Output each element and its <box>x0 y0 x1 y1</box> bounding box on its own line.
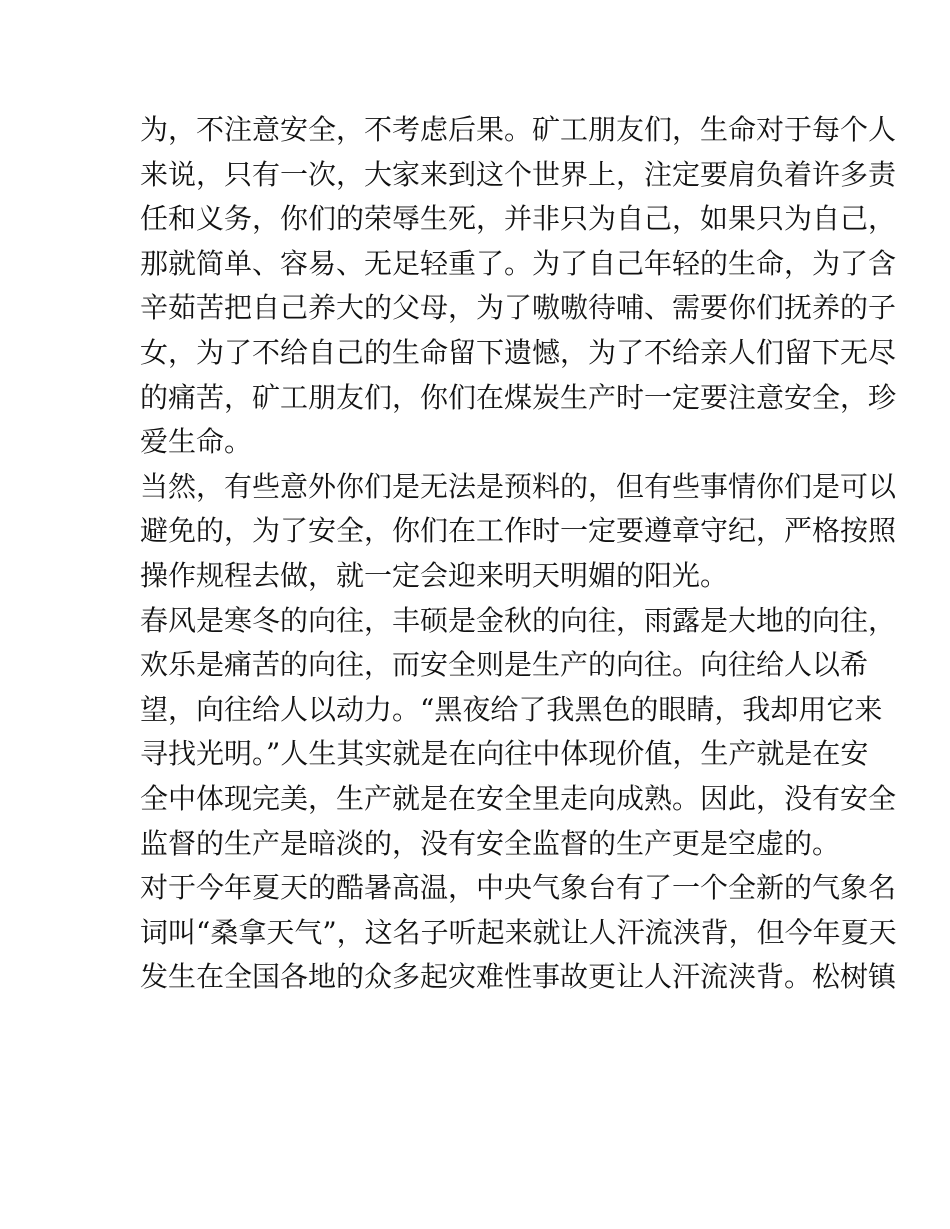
text-line: 词叫“桑拿天气”，这名子听起来就让人汗流浃背，但今年夏天 <box>140 915 897 949</box>
paragraph-1 <box>140 108 897 465</box>
paragraph-2 <box>140 465 897 599</box>
text-line: 那就简单、容易、无足轻重了。为了自己年轻的生命，为了含 <box>140 246 897 280</box>
text-line: 发生在全国各地的众多起灾难性事故更让人汗流浃背。松树镇 <box>140 960 897 994</box>
paragraph-4 <box>140 866 897 1000</box>
text-line: 全中体现完美，生产就是在安全里走向成熟。因此，没有安全 <box>140 781 897 815</box>
text-line: 任和义务，你们的荣辱生死，并非只为自己，如果只为自己， <box>140 202 897 236</box>
text-line: 望，向往给人以动力。“黑夜给了我黑色的眼睛，我却用它来 <box>140 692 883 726</box>
text-line: 辛茹苦把自己养大的父母，为了嗷嗷待哺、需要你们抚养的子 <box>140 291 897 325</box>
text-line: 春风是寒冬的向往，丰硕是金秋的向往，雨露是大地的向往， <box>140 603 897 637</box>
text-line: 监督的生产是暗淡的，没有安全监督的生产更是空虚的。 <box>140 826 841 860</box>
text-line: 的痛苦，矿工朋友们，你们在煤炭生产时一定要注意安全，珍 <box>140 380 897 414</box>
paragraph-3 <box>140 599 897 867</box>
text-line: 当然，有些意外你们是无法是预料的，但有些事情你们是可以 <box>140 469 897 503</box>
document-page <box>140 108 897 1000</box>
text-line: 女，为了不给自己的生命留下遗憾，为了不给亲人们留下无尽 <box>140 335 897 369</box>
text-line: 操作规程去做，就一定会迎来明天明媚的阳光。 <box>140 558 729 592</box>
text-line: 避免的，为了安全，你们在工作时一定要遵章守纪，严格按照 <box>140 514 897 548</box>
text-line: 来说，只有一次，大家来到这个世界上，注定要肩负着许多责 <box>140 157 897 191</box>
text-line: 为，不注意安全，不考虑后果。矿工朋友们，生命对于每个人 <box>140 113 897 146</box>
text-line: 对于今年夏天的酷暑高温，中央气象台有了一个全新的气象名 <box>140 871 897 905</box>
text-line: 寻找光明。”人生其实就是在向往中体现价值，生产就是在安 <box>140 737 869 771</box>
text-line: 爱生命。 <box>140 425 253 459</box>
text-line: 欢乐是痛苦的向往，而安全则是生产的向往。向往给人以希 <box>140 648 869 682</box>
